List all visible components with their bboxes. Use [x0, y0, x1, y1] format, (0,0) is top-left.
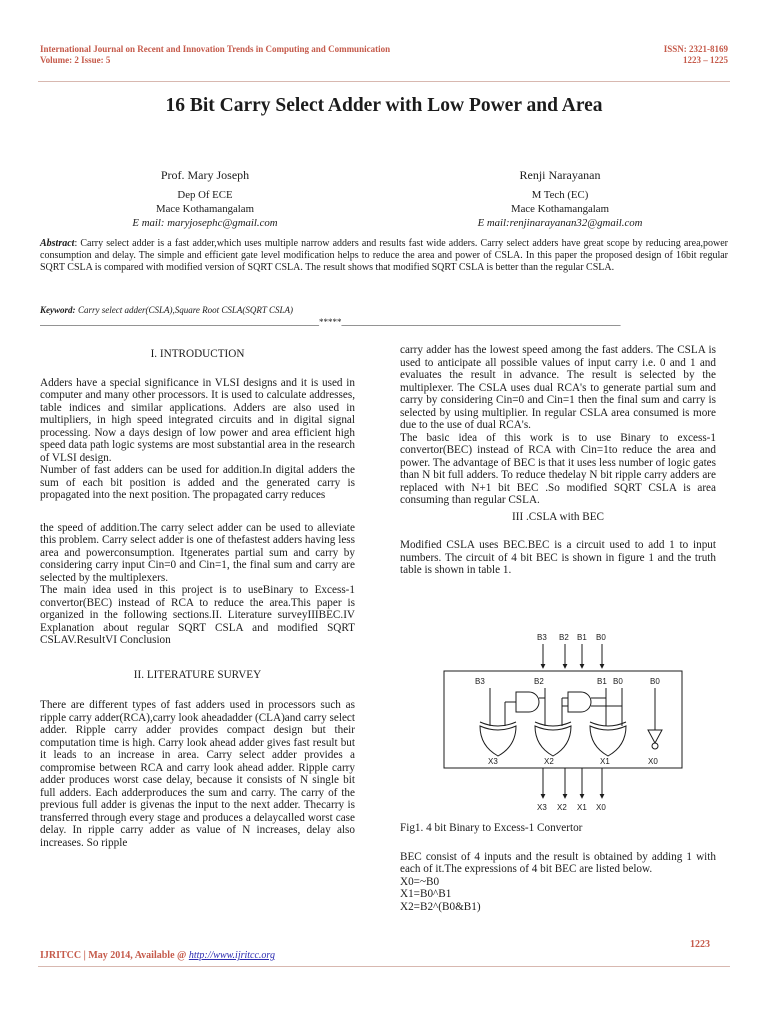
- and-gate-1: [516, 692, 539, 712]
- and-gate-2: [568, 692, 591, 712]
- abstract-text: : Carry select adder is a fast adder,which uses multiple narrow adders and results fast wide adders. Carry select adders have great scope by reducing area,power consumption and delay. The simple and efficient gate level modification helps to reduce the area and power of CSLA. In this paper the proposed design of 16bit regular SQRT CSLA is compared with modified version of SQRT CSLA. The result shows that modified SQRT CSLA is better than the regular CSLA.: [40, 238, 728, 273]
- label-inner-x2: X2: [544, 757, 554, 766]
- journal-header: [40, 44, 390, 65]
- author-name: Prof. Mary Joseph: [160, 168, 250, 182]
- section-heading-csla-bec: III .CSLA with BEC: [512, 510, 604, 523]
- left-column: [40, 348, 355, 849]
- label-inner-x0: X0: [648, 757, 658, 766]
- equation-x2: X2=B2^(B0&B1): [400, 900, 481, 913]
- abstract: [40, 238, 728, 273]
- label-bottom-x3: X3: [537, 803, 547, 812]
- label-inner-x3: X3: [488, 757, 498, 766]
- equation-x0: X0=~B0: [400, 875, 440, 888]
- keywords: [40, 305, 293, 316]
- journal-link[interactable]: http://www.ijritcc.org: [188, 950, 275, 961]
- page-number: 1223: [690, 939, 710, 950]
- label-inner-b1: B1: [597, 677, 607, 686]
- footer-rule: [38, 966, 730, 967]
- label-inner-b2: B2: [534, 677, 544, 686]
- paragraph: the speed of addition.The carry select adder can be used to alleviate this problem. Carry select adder is one of thefastest adders having less area and powerconsumption. Itgenerates partial sum and carry by considering carry input Cin=0 and Cin=1, the final sum and carry are selected by the multiplexers.: [40, 521, 355, 584]
- section-heading-introduction: I. INTRODUCTION: [150, 348, 245, 360]
- author-institution: Mace Kothamangalam: [510, 203, 610, 215]
- paragraph: Number of fast adders can be used for addition.In digital adders the sum of each bit position is added and the generated carry is propagated into the next position. The propagated carry reduces: [40, 464, 355, 501]
- author-name: Renji Narayanan: [519, 168, 601, 182]
- author-email: E mail:renjinarayanan32@gmail.com: [477, 217, 643, 229]
- author-block-2: [435, 166, 685, 230]
- label-bottom-x0: X0: [596, 803, 606, 812]
- label-inner-x1: X1: [600, 757, 610, 766]
- xor-gate-2: [535, 726, 571, 756]
- label-top-b3: B3: [537, 633, 547, 642]
- journal-issn-block: [664, 44, 728, 65]
- label-bottom-x1: X1: [577, 803, 587, 812]
- author-email: E mail: maryjosephc@gmail.com: [132, 217, 278, 229]
- header-rule: [38, 81, 730, 82]
- bec-circuit-figure: [430, 630, 700, 812]
- label-inner-b0: B0: [613, 677, 623, 686]
- keyword-label: Keyword:: [40, 305, 76, 315]
- author-institution: Mace Kothamangalam: [155, 203, 255, 215]
- journal-issn: ISSN: 2321-8169: [663, 44, 728, 54]
- label-bottom-x2: X2: [557, 803, 567, 812]
- journal-volume: Volume: 2 Issue: 5: [40, 54, 111, 65]
- footer-text: IJRITCC | May 2014, Available @: [40, 950, 189, 961]
- label-top-b0: B0: [596, 633, 606, 642]
- section-heading-literature-survey: II. LITERATURE SURVEY: [133, 668, 262, 681]
- author-dept: M Tech (EC): [531, 189, 589, 201]
- author-dept: Dep Of ECE: [177, 189, 233, 201]
- right-column-lower: [400, 822, 716, 913]
- paper-title: 16 Bit Carry Select Adder with Low Power and Area: [165, 95, 603, 116]
- keyword-text: Carry select adder(CSLA),Square Root CSLA(SQRT CSLA): [78, 305, 293, 315]
- not-gate: [648, 730, 662, 743]
- paragraph: The basic idea of this work is to use Binary to excess-1 convertor(BEC) instead of RCA with Cin=1to reduce the area and power. The advantage of BEC is that it uses less number of logic gates than N bit full adders. To reduce thedelay N bit ripple carry adders are replaced with N+1 bit BEC .So modified SQRT CSLA is area consuming than regular CSLA.: [400, 431, 716, 506]
- label-top-b2: B2: [559, 633, 569, 642]
- section-separator: ______________________________________________________________*****______________________________________________________________: [40, 317, 621, 327]
- journal-pages: 1223 – 1225: [683, 54, 728, 65]
- paragraph: carry adder has the lowest speed among the fast adders. The CSLA is used to anticipate all possible values of input carry i.e. 0 and 1 and evaluates the result in advance. The result is selected by the multiplexer. The CSLA uses dual RCA's to generate partial sum and carry by considering Cin=0 and Cin=1 then the final sum and carry is selected by using multiplier. In regular CSLA area consumed is more due to the use of dual RCA's.: [400, 344, 716, 431]
- right-column: [400, 344, 716, 577]
- paragraph: The main idea used in this project is to useBinary to Excess-1 convertor(BEC) instead of RCA to reduce the area.This paper is organized in the following sections.II. Literature surveyIIIBEC.IV Explanation about regular SQRT CSLA and modified SQRT CSLAV.ResultVI Conclusion: [40, 584, 355, 646]
- label-inner-b0-not: B0: [650, 677, 660, 686]
- xor-gate-1: [590, 726, 626, 756]
- label-inner-b3: B3: [475, 677, 485, 686]
- figure-caption: Fig1. 4 bit Binary to Excess-1 Convertor: [400, 822, 583, 834]
- paragraph: BEC consist of 4 inputs and the result is obtained by adding 1 with each of it.The expressions of 4 bit BEC are listed below.: [400, 850, 716, 875]
- separator-stars: *****: [319, 317, 342, 327]
- abstract-label: Abstract: [40, 238, 75, 249]
- paragraph: Adders have a special significance in VLSI designs and it is used in computer and many other processors. It is used to calculate addresses, table indices and similar applications. Adders are also used in multipliers, in high speed integrated circuits and in digital signal processing. Now a days design of low power and area efficient high speed data path logic systems are most substantial area in the research of VLSI design.: [40, 376, 355, 464]
- author-block-1: [80, 166, 330, 230]
- label-top-b1: B1: [577, 633, 587, 642]
- journal-name: International Journal on Recent and Innovation Trends in Computing and Communication: [40, 44, 391, 54]
- footer: [40, 950, 275, 961]
- paragraph: Modified CSLA uses BEC.BEC is a circuit used to add 1 to input numbers. The circuit of 4 bit BEC is shown in figure 1 and the truth table is shown in table 1.: [400, 539, 716, 576]
- paragraph: There are different types of fast adders used in processors such as ripple carry adder(RCA),carry look aheadadder (CLA)and carry select adder. Ripple carry adder provides compact design but their computation time is high. Carry look ahead adder gives fast result but it leads to an increase in area. Carry select adder provides a compromise between RCA and carry look ahead adder. Ripple carry adder produces worst case delay, because it consists of N single bit full adders. Each adderproduces the sum and carry. The carry of the previous full adder is givenas the input to the next adder. Thecarry is transferred through every stage and produces a delaycalled worst case delay. In ripple carry adder as value of N increases, delay also increases. So ripple: [40, 699, 355, 849]
- equation-x1: X1=B0^B1: [400, 888, 452, 900]
- xor-gate-3: [480, 726, 516, 756]
